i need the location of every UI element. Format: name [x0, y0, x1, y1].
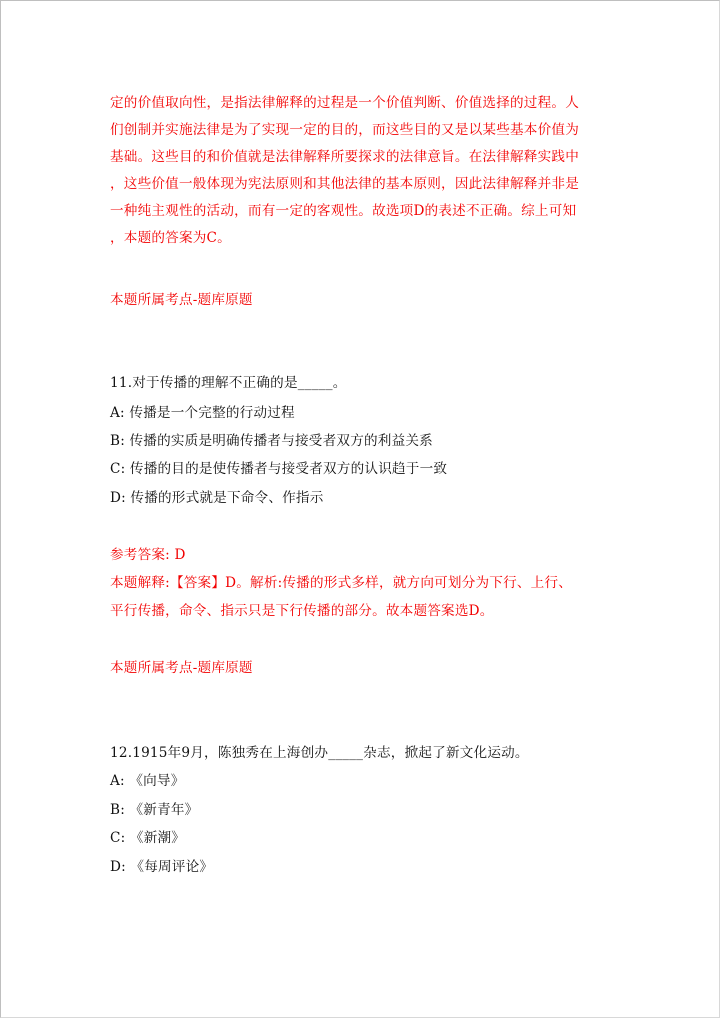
option-b: B: 《新青年》 — [110, 802, 199, 818]
option-c: C: 传播的目的是使传播者与接受者双方的认识趋于一致 — [110, 461, 448, 477]
option-c: C: 《新潮》 — [110, 830, 186, 846]
answer-label: 参考答案: D — [110, 547, 186, 563]
explanation-line: 一种纯主观性的活动，而有一定的客观性。故选项D的表述不正确。综上可知 — [110, 203, 577, 219]
source-note: 本题所属考点-题库原题 — [110, 292, 253, 308]
explanation-line: 定的价值取向性，是指法律解释的过程是一个价值判断、价值选择的过程。人 — [110, 95, 579, 111]
question-stem: 12.1915年9月，陈独秀在上海创办_____杂志，掀起了新文化运动。 — [110, 745, 529, 761]
option-a: A: 《向导》 — [110, 773, 185, 789]
source-note: 本题所属考点-题库原题 — [110, 660, 253, 676]
question-stem: 11.对于传播的理解不正确的是_____。 — [110, 375, 347, 391]
option-a: A: 传播是一个完整的行动过程 — [110, 405, 295, 421]
explanation-line: 基础。这些目的和价值就是法律解释所要探求的法律意旨。在法律解释实践中 — [110, 149, 579, 165]
option-d: D: 传播的形式就是下命令、作指示 — [110, 490, 324, 506]
option-d: D: 《每周评论》 — [110, 859, 214, 875]
explanation-line: ，这些价值一般体现为宪法原则和其他法律的基本原则，因此法律解释并非是 — [110, 176, 579, 192]
explanation-line: 平行传播，命令、指示只是下行传播的部分。故本题答案选D。 — [110, 603, 494, 619]
explanation-line: ，本题的答案为C。 — [110, 230, 231, 246]
explanation-line: 们创制并实施法律是为了实现一定的目的，而这些目的又是以某些基本价值为 — [110, 122, 579, 138]
option-b: B: 传播的实质是明确传播者与接受者双方的利益关系 — [110, 433, 433, 449]
explanation-line: 本题解释:【答案】D。解析:传播的形式多样，就方向可划分为下行、上行、 — [110, 575, 573, 591]
